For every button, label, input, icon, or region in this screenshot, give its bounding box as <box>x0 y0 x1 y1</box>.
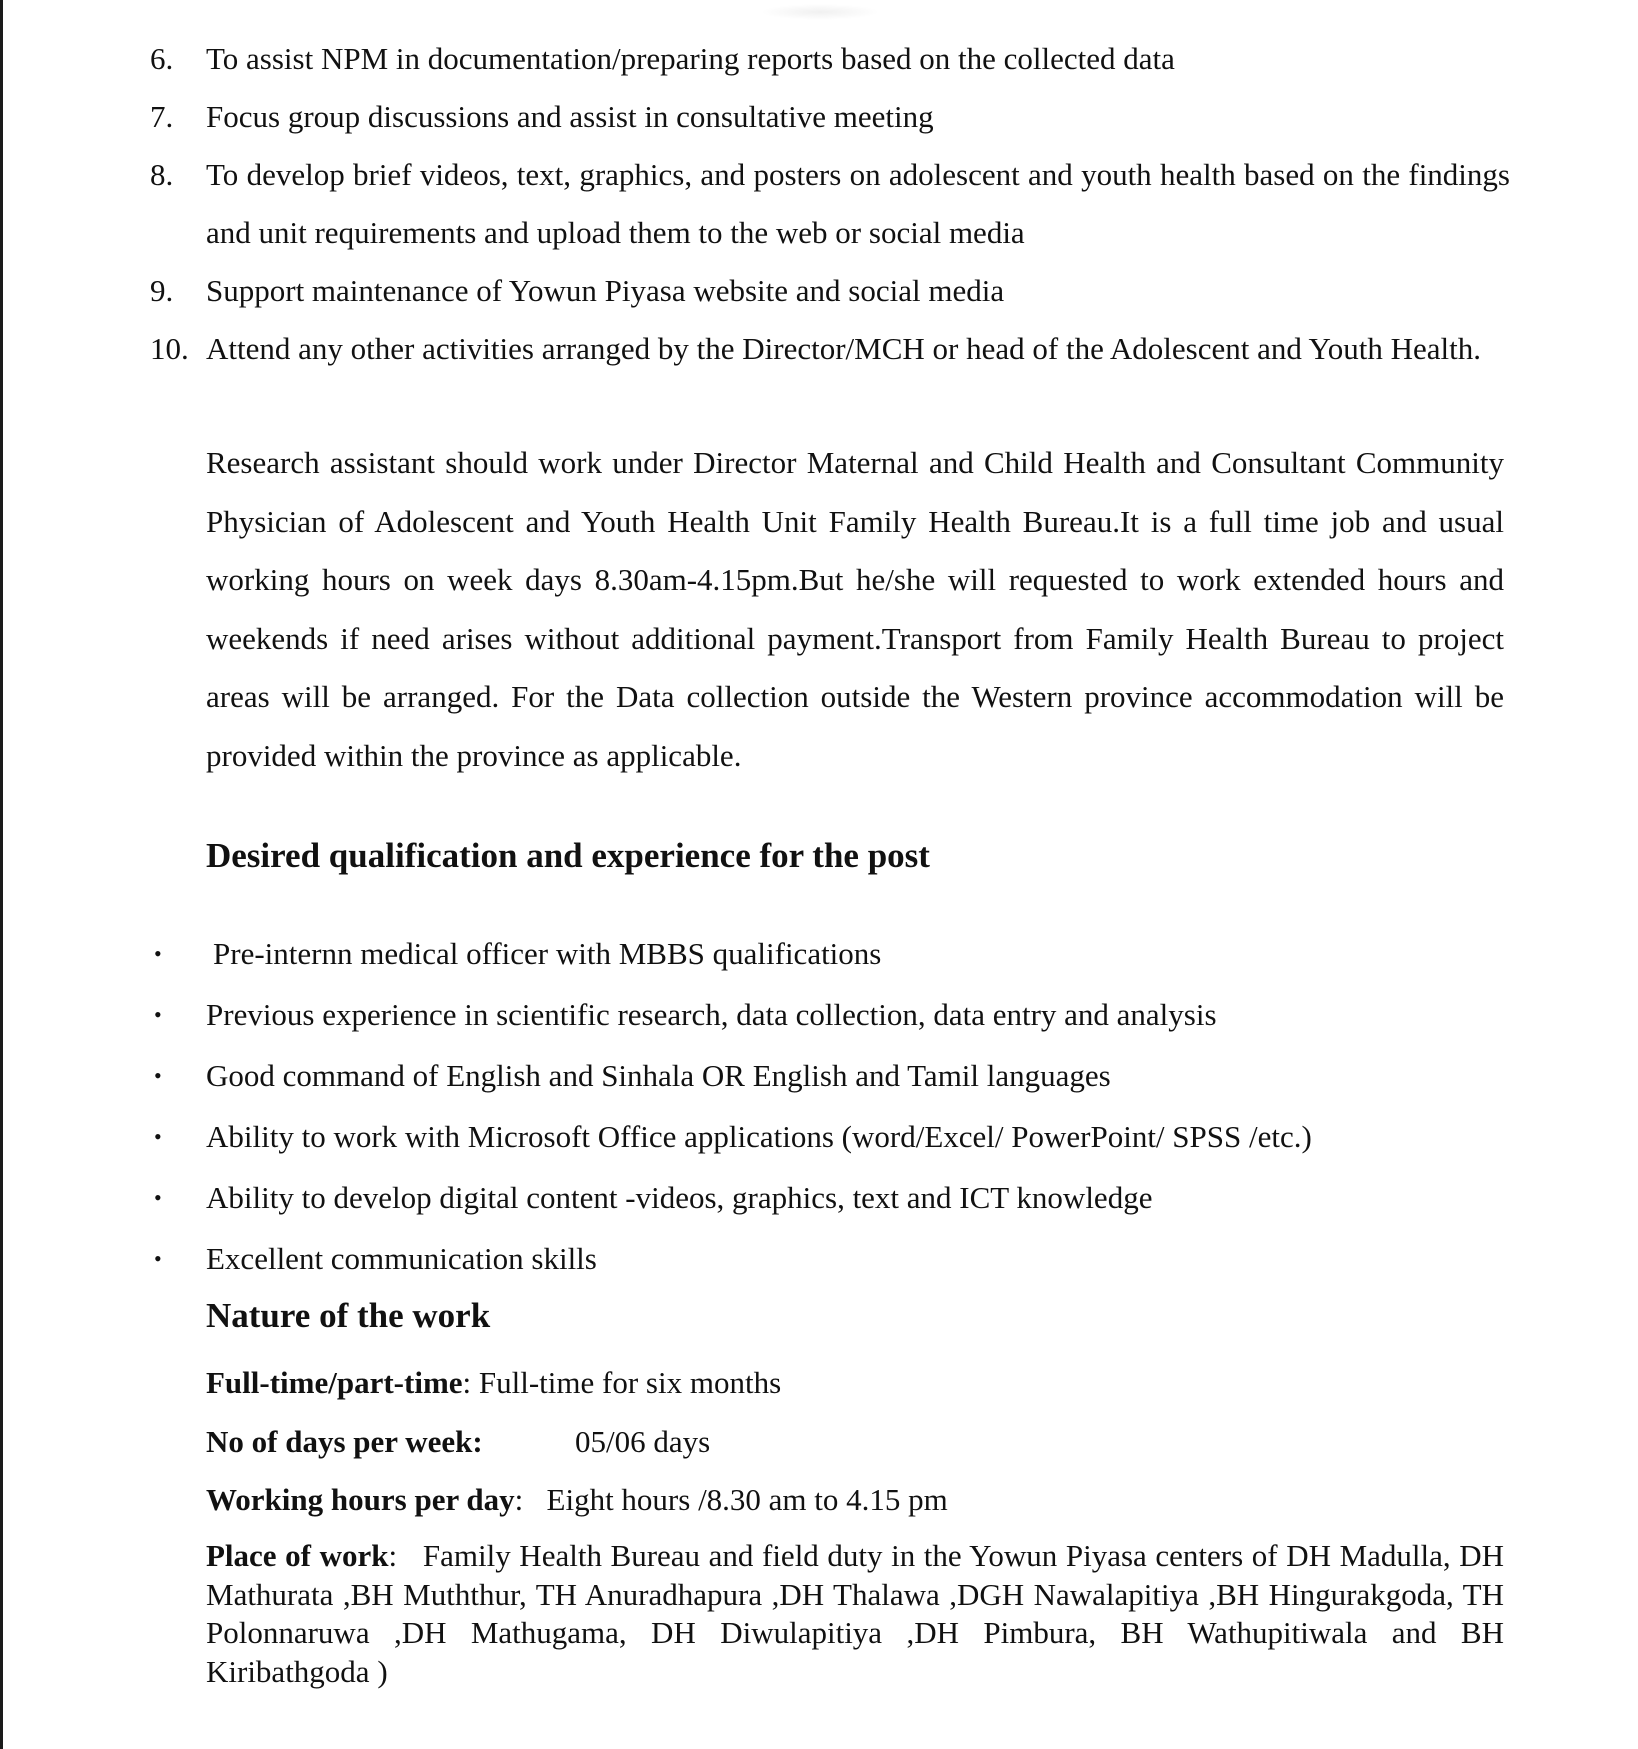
list-item-text: To assist NPM in documentation/preparing reports based on the collected data <box>206 41 1175 76</box>
list-item-text: Excellent communication skills <box>206 1241 597 1276</box>
list-item <box>150 1045 1510 1106</box>
list-item-text: Previous experience in scientific research, data collection, data entry and analysis <box>206 997 1217 1032</box>
list-item <box>150 984 1510 1045</box>
list-item <box>150 320 1510 378</box>
days-per-week-row: No of days per week: 05/06 days <box>206 1422 1206 1462</box>
place-of-work-row: Place of work: Family Health Bureau and field duty in the Yowun Piyasa centers of DH Madulla, DH Mathurata ,BH Muththur, TH Anuradhapura ,DH Thalawa ,DGH Nawalapitiya ,BH Hingurakgoda, TH Polonnaruwa ,DH Mathugama, DH Diwulapitiya ,DH Pimbura, BH Wathupitiwala and BH Kiribathgoda ) <box>206 1538 1504 1689</box>
list-item <box>150 1167 1510 1228</box>
list-item-text: Ability to work with Microsoft Office applications (word/Excel/ PowerPoint/ SPSS /etc.) <box>206 1119 1312 1154</box>
bullet-icon: • <box>154 1063 162 1088</box>
list-number: 7. <box>150 99 174 134</box>
list-number: 10. <box>150 331 189 366</box>
bullet-icon: • <box>154 1246 162 1271</box>
work-description-paragraph: Research assistant should work under Director Maternal and Child Health and Consultant Community Physician of Adolescent and Youth Health Unit Family Health Bureau.It is a full time job and usual working hours on week days 8.30am-4.15pm.But he/she will requested to work extended hours and weekends if need arises without additional payment.Transport from Family Health Bureau to project areas will be arranged. For the Data collection outside the Western province accommodation will be provided within the province as applicable. <box>206 445 1504 773</box>
list-number: 9. <box>150 273 174 308</box>
bullet-icon: • <box>154 1002 162 1027</box>
days-per-week-label: No of days per week <box>206 1424 473 1459</box>
list-item <box>150 146 1510 262</box>
list-item <box>150 262 1510 320</box>
bullet-icon: • <box>154 1124 162 1149</box>
qualifications-heading: Desired qualification and experience for the post <box>206 836 930 875</box>
list-item-text: Support maintenance of Yowun Piyasa website and social media <box>206 273 1005 308</box>
responsibilities-list <box>150 30 1510 378</box>
full-time-label: Full-time/part-time <box>206 1365 463 1400</box>
place-of-work-value: Family Health Bureau and field duty in the Yowun Piyasa centers of DH Madulla, DH Mathurata ,BH Muththur, TH Anuradhapura ,DH Thalawa ,DGH Nawalapitiya ,BH Hingurakgoda, TH Polonnaruwa ,DH Mathugama, DH Diwulapitiya ,DH Pimbura, BH Wathupitiwala and BH Kiribathgoda ) <box>206 1538 1504 1689</box>
page-edge <box>0 0 3 1749</box>
list-item-text: Focus group discussions and assist in consultative meeting <box>206 99 934 134</box>
list-item <box>150 30 1510 88</box>
list-item <box>150 1228 1510 1289</box>
list-number: 6. <box>150 41 174 76</box>
list-item-text: Attend any other activities arranged by the Director/MCH or head of the Adolescent and Youth Health. <box>206 331 1481 366</box>
nature-of-work-heading: Nature of the work <box>206 1296 491 1335</box>
list-item <box>150 923 1510 984</box>
place-of-work-label: Place of work <box>206 1538 389 1573</box>
working-hours-label: Working hours per day <box>206 1482 515 1517</box>
full-time-row <box>206 1363 781 1403</box>
list-item-text: Ability to develop digital content -videos, graphics, text and ICT knowledge <box>206 1180 1153 1215</box>
working-hours-row: Working hours per day: Eight hours /8.30 am to 4.15 pm <box>206 1482 948 1517</box>
bullet-icon: • <box>154 941 162 966</box>
list-item-text: Pre-internn medical officer with MBBS qualifications <box>213 936 882 971</box>
list-item <box>150 1106 1510 1167</box>
full-time-value: : Full-time for six months <box>462 1365 782 1400</box>
list-item-text: To develop brief videos, text, graphics, and posters on adolescent and youth health based on the findings and unit requirements and upload them to the web or social media <box>206 157 1510 250</box>
scan-smudge <box>760 4 880 20</box>
bullet-icon: • <box>154 1185 162 1210</box>
qualifications-list <box>150 923 1510 1289</box>
list-number: 8. <box>150 157 174 192</box>
working-hours-value: Eight hours /8.30 am to 4.15 pm <box>546 1482 948 1517</box>
days-per-week-value: 05/06 days <box>575 1424 711 1459</box>
list-item <box>150 88 1510 146</box>
list-item-text: Good command of English and Sinhala OR English and Tamil languages <box>206 1058 1111 1093</box>
